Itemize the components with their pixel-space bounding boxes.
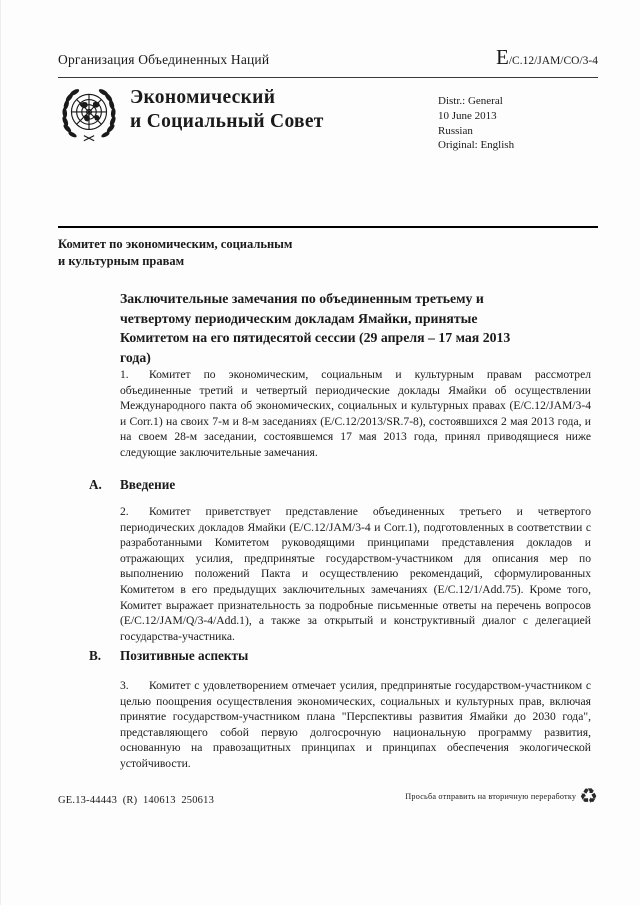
section-divider [58, 226, 598, 228]
document-title: Заключительные замечания по объединенным третьему и четвертому периодическим докладам Ямайки, принятые Комитетом на его пятидесятой сессии (29 апреля – 17 мая 2013 года) [120, 291, 511, 365]
section-title: Введение [120, 477, 176, 492]
language-line: Russian [438, 124, 473, 137]
paragraph-number: 3. [120, 679, 129, 692]
council-title-line2: и Социальный Совет [130, 111, 324, 132]
paragraph-text: Комитет приветствует представление объединенных третьего и четвертого периодических докладов Ямайки (E/C.12/JAM/3-4 и Corr.1), подготовленных в соответствии с разработанными Комитетом руководящими принципами представления докладов и отражающих усилия, предпринятые государством-участником для описания мер по выполнению положений Пакта и осуществлению рекомендаций, сформулированных Комитетом в его предыдущих заключительных замечаниях (E/C.12/1/Add.75). Кроме того, Комитет выражает признательность за подробные письменные ответы на перечень вопросов (E/C.12/JAM/Q/3-4/Add.1), а также за открытый и конструктивный диалог с делегацией государства-участника. [120, 505, 591, 643]
doc-symbol [496, 47, 598, 69]
distribution-block [438, 94, 514, 153]
council-title [130, 86, 324, 134]
section-heading-a [89, 477, 175, 493]
recycle-icon: ♻ [579, 784, 598, 808]
recycle-note [405, 786, 598, 807]
footer-reference: GE.13-44443 (R) 140613 250613 [58, 795, 215, 806]
paragraph-number: 1. [120, 368, 129, 381]
paragraph-2 [120, 504, 591, 644]
paragraph-3 [120, 678, 591, 772]
committee-name-line1: Комитет по экономическим, социальным [58, 237, 293, 251]
section-heading-b [89, 648, 248, 664]
original-language-line: Original: English [438, 139, 515, 152]
doc-symbol-series-letter: E [496, 45, 509, 69]
paragraph-text: Комитет по экономическим, социальным и культурным правам рассмотрел объединенные третий и четвертый периодические доклады Ямайки об осуществлении Международного пакта об экономических, социальных и культурных правах (E/C.12/JAM/3-4 и Corr.1) на своих 7-м и 8-м заседаниях (E/C.12/2013/SR.7-8), состоявшихся 2 мая 2013 года, и на своем 28-м заседании, состоявшемся 17 мая 2013 года, принял приводящиеся ниже следующие заключительные замечания. [120, 368, 591, 459]
header-divider [58, 77, 598, 78]
un-emblem-icon [56, 82, 122, 148]
council-title-line1: Экономический [130, 87, 276, 108]
paragraph-1 [120, 367, 591, 461]
section-letter: A. [89, 477, 102, 492]
paragraph-number: 2. [120, 505, 129, 518]
distr-line: Distr.: General [438, 95, 503, 107]
committee-name-line2: и культурным правам [58, 253, 185, 268]
recycle-note-text: Просьба отправить на вторичную переработку [405, 792, 577, 801]
doc-symbol-number: /C.12/JAM/CO/3-4 [508, 55, 598, 67]
date-line: 10 June 2013 [438, 109, 497, 122]
org-name: Организация Объединенных Наций [58, 52, 270, 67]
paragraph-text: Комитет с удовлетворением отмечает усилия, предпринятые государством-участником с целью поощрения осуществления экономических, социальных и культурных прав, включая принятие государством-участником плана "Перспективы развития Ямайки до 2030 года", представляющего собой первую долгосрочную национальную программу развития, основанную на правозащитных принципах и принципах обеспечения экологической устойчивости. [120, 679, 591, 770]
section-title: Позитивные аспекты [120, 648, 249, 663]
committee-name [58, 236, 292, 269]
section-letter: B. [89, 648, 102, 663]
